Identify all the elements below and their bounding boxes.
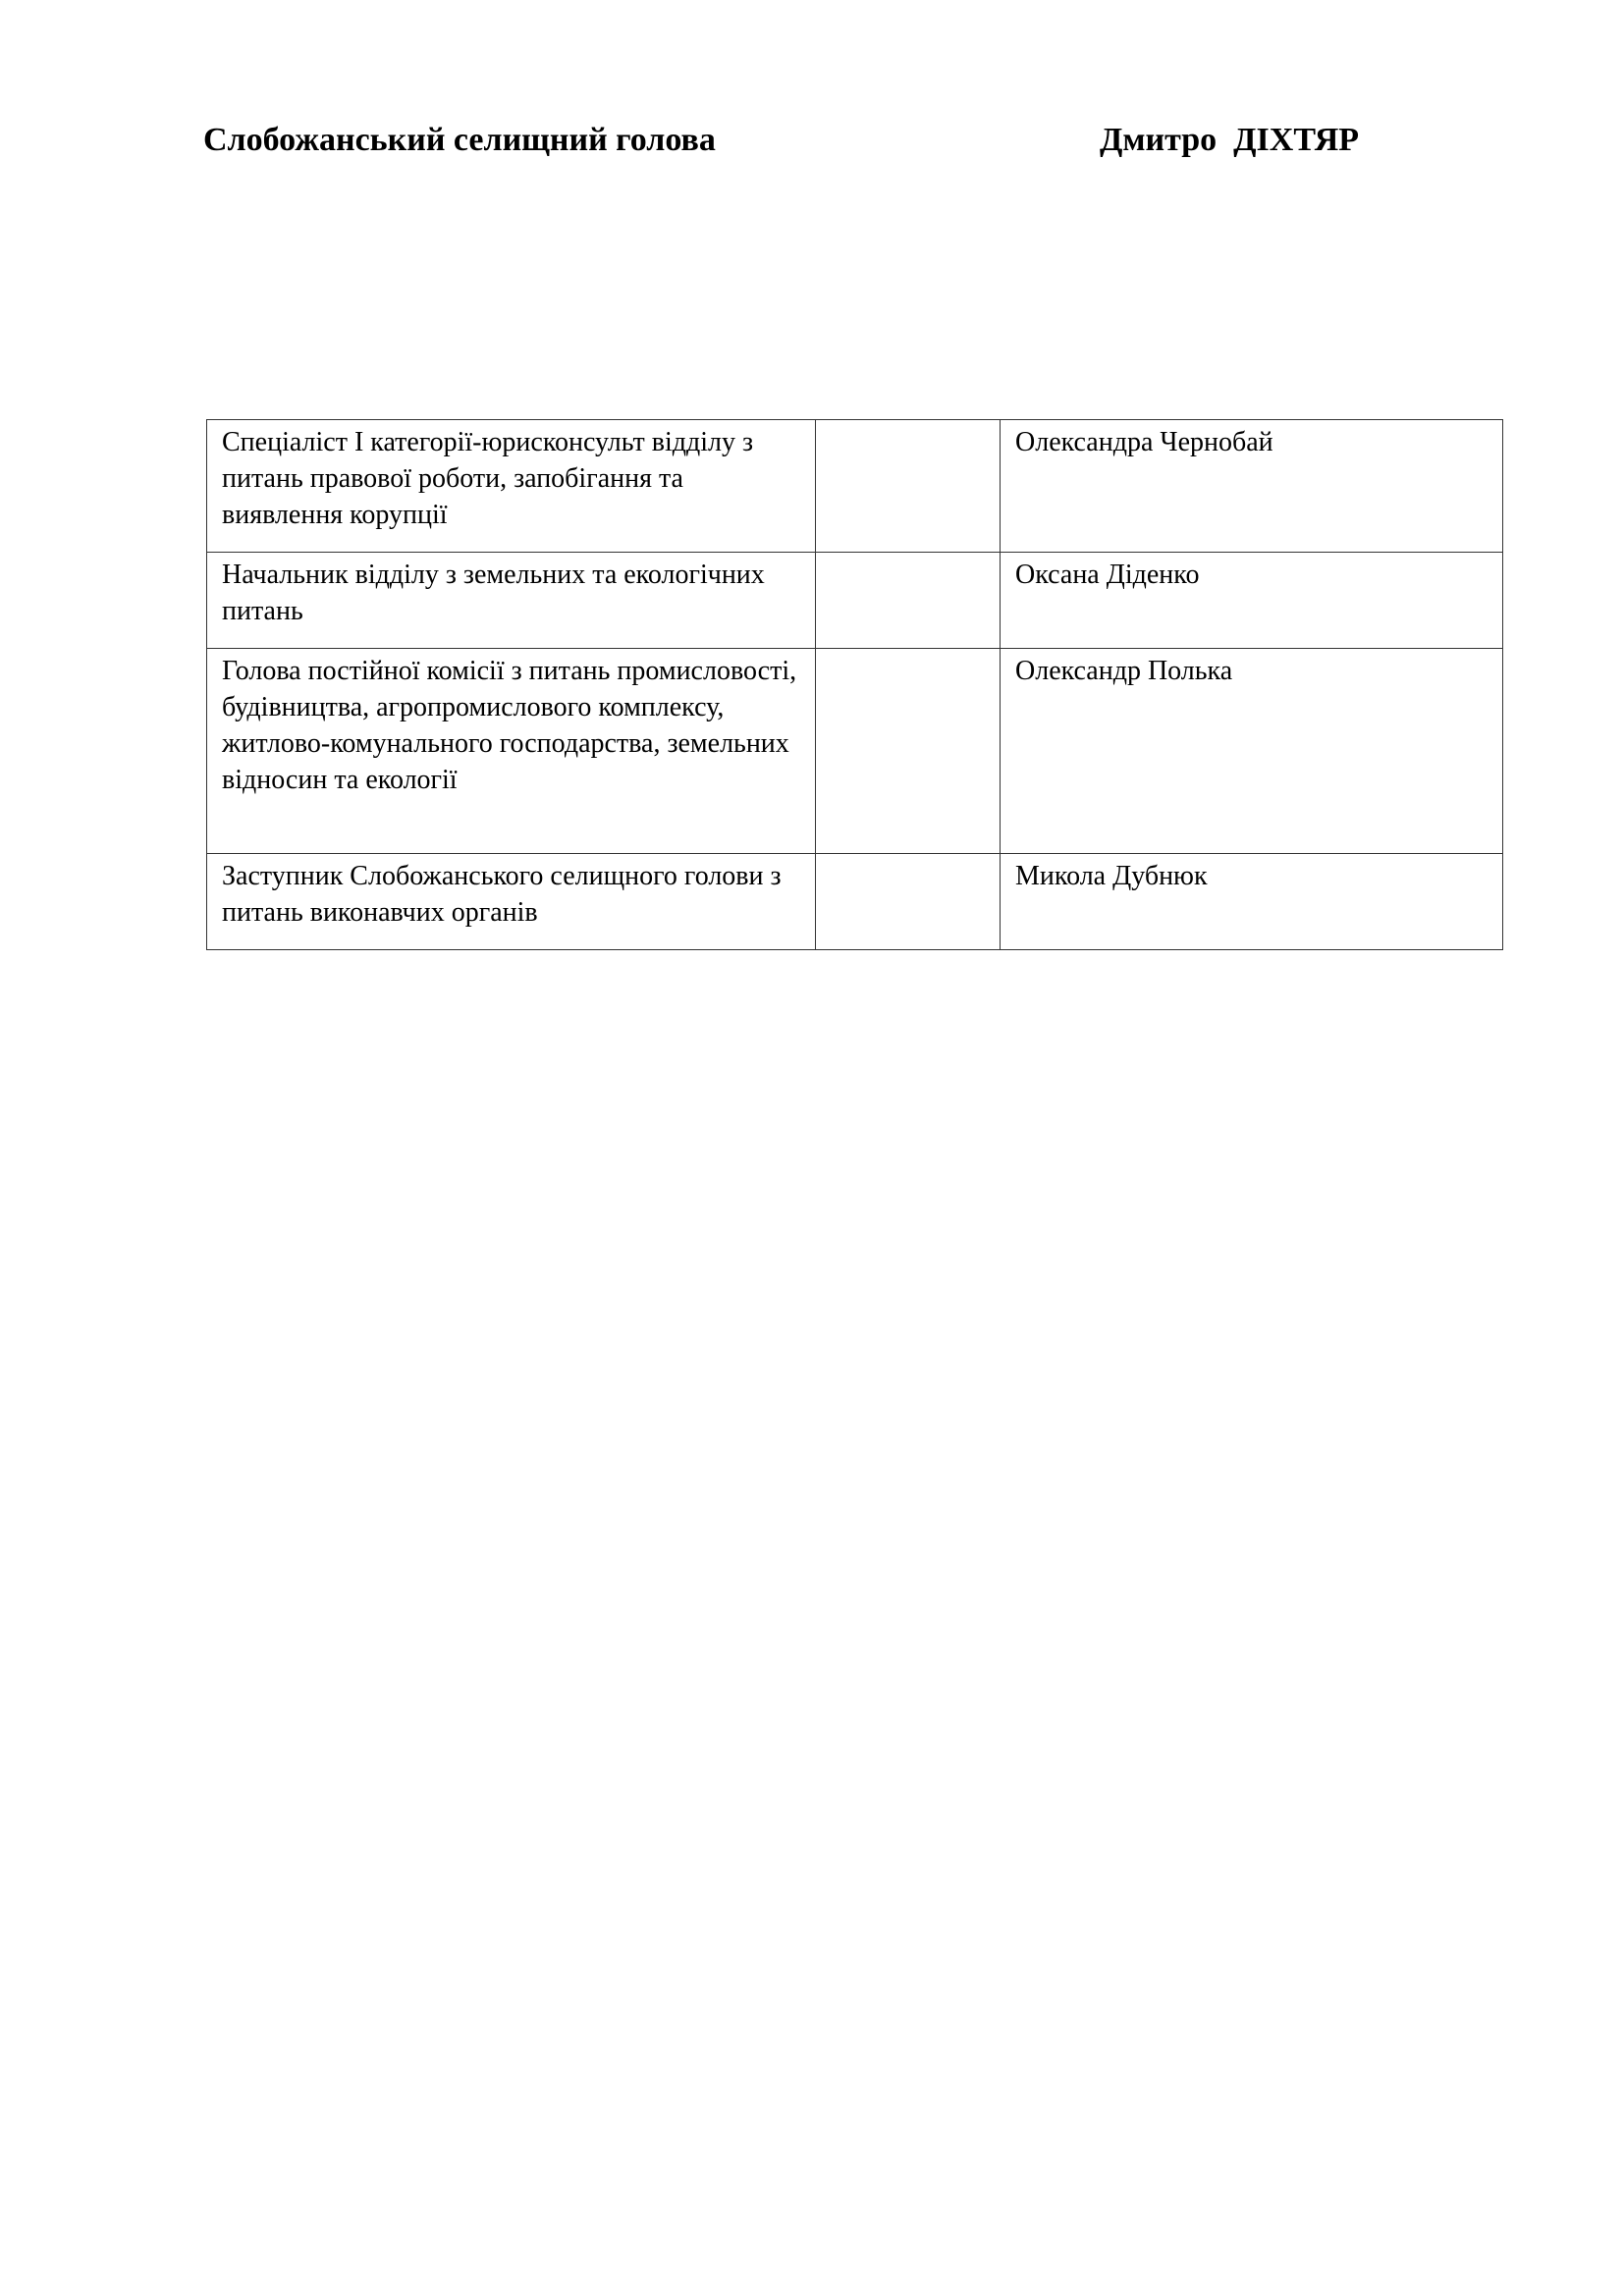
head-position-title: Слобожанський селищний голова (203, 122, 716, 158)
approver-name: Оксана Діденко (1001, 553, 1503, 649)
table-row (207, 553, 1503, 649)
approver-position: Спеціаліст І категорії-юрисконсульт відділу з питань правової роботи, запобігання та виявлення корупції (207, 420, 816, 553)
signature-cell (816, 854, 1001, 950)
head-signature-block (203, 116, 1411, 165)
table-row (207, 854, 1503, 950)
table-row (207, 420, 1503, 553)
table-row (207, 649, 1503, 854)
approver-name: Олександр Полька (1001, 649, 1503, 854)
approver-position: Начальник відділу з земельних та екологічних питань (207, 553, 816, 649)
approver-name: Микола Дубнюк (1001, 854, 1503, 950)
approval-table (206, 419, 1503, 950)
head-name: Дмитро ДІХТЯР (1100, 122, 1360, 158)
signature-cell (816, 553, 1001, 649)
approver-position: Голова постійної комісії з питань промисловості, будівництва, агропромислового комплексу, житлово-комунального господарства, земельних відносин та екології (207, 649, 816, 854)
approver-position: Заступник Слобожанського селищного голови з питань виконавчих органів (207, 854, 816, 950)
signature-cell (816, 420, 1001, 553)
approver-name: Олександра Чернобай (1001, 420, 1503, 553)
signature-cell (816, 649, 1001, 854)
